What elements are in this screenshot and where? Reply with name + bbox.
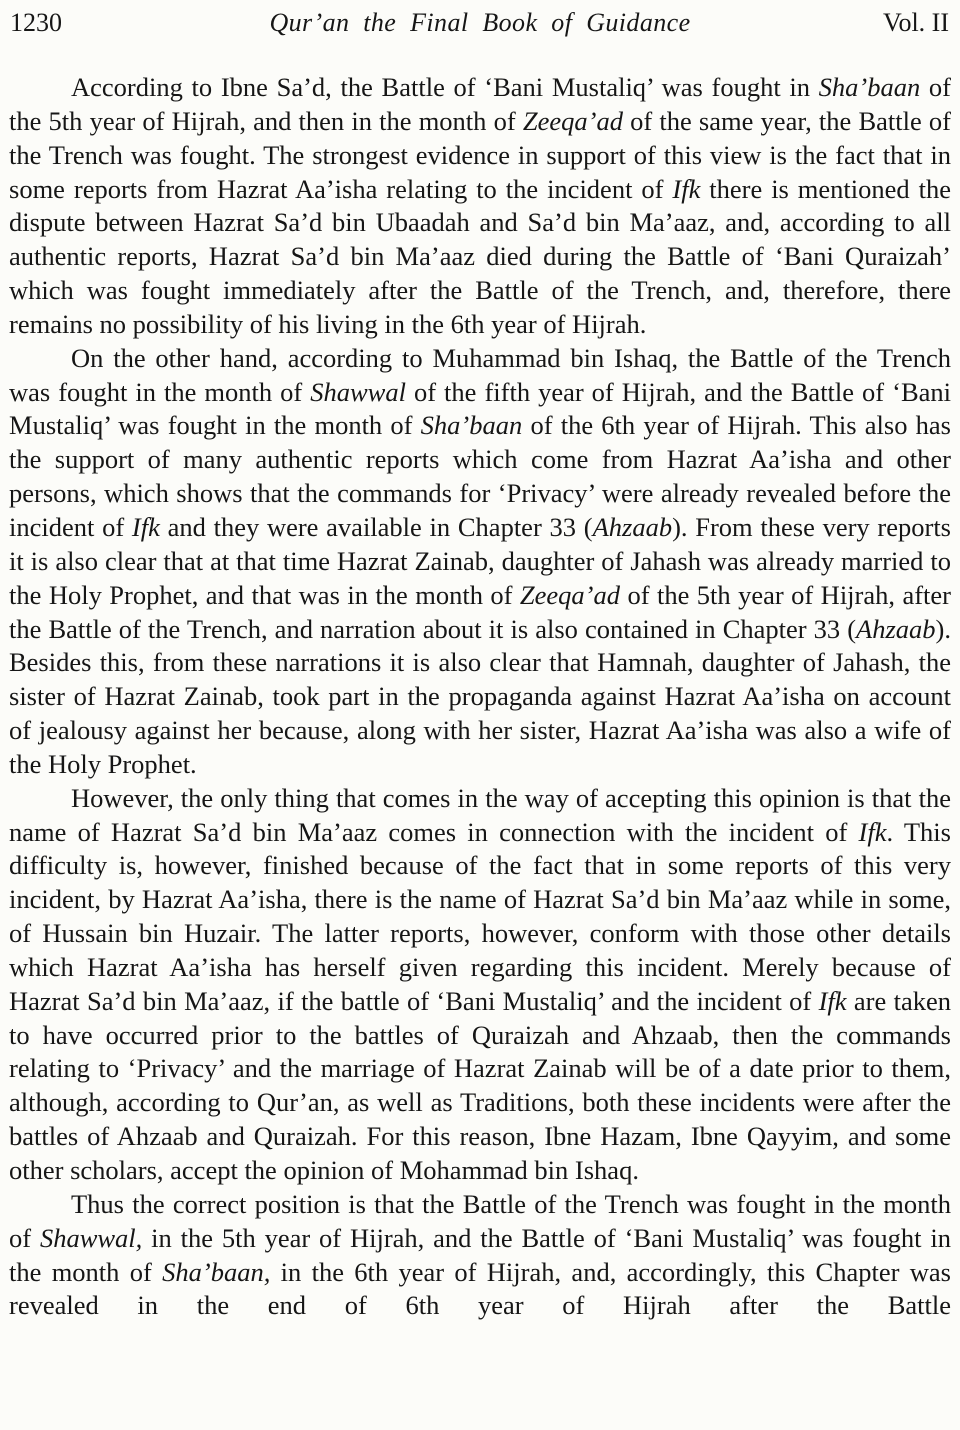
- italic-term: Ifk: [672, 173, 701, 204]
- text-run: ). Besides this, from these narrations it is also clear that Hamnah, daughter of Jahash, the sister of Hazrat Zainab, took part in the propaganda against Hazrat Aa’isha on account of jealousy against her because, along with her sister, Hazrat Aa’isha was also a wife of the Holy Prophet.: [9, 613, 951, 779]
- text-run: ). From these very reports it is also clear that at that time Hazrat Zainab, daughter of Jahash was already married to the Holy Prophet, and that was in the month of: [9, 511, 951, 610]
- page-body: [9, 71, 951, 1323]
- paragraph-4: [9, 1188, 951, 1323]
- italic-term: Sha’baan: [818, 72, 921, 102]
- text-run: of the 5th year of Hijrah, after the Battle of the Trench, and narration about it is also contained in Chapter 33 (: [9, 579, 951, 644]
- text-run: there is mentioned the dispute between Hazrat Sa’d bin Ubaadah and Sa’d bin Ma’aaz, and, according to all authentic reports, Hazrat Sa’d bin Ma’aaz died during the Battle of ‘Bani Quraizah’ which was fought immediately after the Battle of the Trench, and, therefore, there remains no possibility of his living in the 6th year of Hijrah.: [9, 173, 951, 339]
- italic-term: Sha’baan: [420, 410, 523, 441]
- paragraph-3: [9, 782, 951, 1188]
- italic-term: Sha’baan,: [162, 1256, 271, 1287]
- running-header: [9, 6, 951, 40]
- text-run: are taken to have occurred prior to the battles of Quraizah and Ahzaab, then the commands relating to ‘Privacy’ and the marriage of Hazrat Zainab will be of a date prior to them, although, according to Qur’an, as well as Traditions, both these incidents were after the battles of Ahzaab and Quraizah. For this reason, Ibne Hazam, Ibne Qayyim, and some other scholars, accept the opinion of Mohammad bin Ishaq.: [9, 985, 951, 1185]
- text-run: . This difficulty is, however, finished because of the fact that in some reports of this very incident, by Hazrat Aa’isha, there is the name of Hazrat Sa’d bin Ma’aaz while in some, of Hussain bin Huzair. The latter reports, however, conform with those other details which Hazrat Aa’isha has herself given regarding this incident. Merely because of Hazrat Sa’d bin Ma’aaz, if the battle of ‘Bani Mustaliq’ and the incident of: [9, 816, 951, 1016]
- text-run: of the 6th year of Hijrah. This also has the support of many authentic reports which come from Hazrat Aa’isha and other persons, which shows that the commands for ‘Privacy’ were already revealed before the incident of: [9, 410, 951, 542]
- text-run: of the fifth year of Hijrah, and the Battle of ‘Bani Mustaliq’ was fought in the month of: [9, 376, 952, 441]
- italic-term: Ifk: [818, 985, 847, 1016]
- running-title: Qur’an the Final Book of Guidance: [269, 8, 691, 37]
- text-run: On the other hand, according to Muhammad bin Ishaq, the Battle of the Trench was fought in the month of: [9, 342, 951, 407]
- text-run: of the same year, the Battle of the Trench was fought. The strongest evidence in support of this view is the fact that in some reports from Hazrat Aa’isha relating to the incident of: [9, 105, 951, 204]
- italic-term: Zeeqa’ad: [519, 579, 621, 610]
- italic-term: Ahzaab: [856, 613, 936, 644]
- italic-term: Ifk: [858, 816, 887, 847]
- italic-term: Zeeqa’ad: [522, 105, 623, 136]
- paragraph-2: [9, 342, 951, 782]
- italic-term: Ifk: [131, 511, 160, 542]
- text-run: However, the only thing that comes in the way of accepting this opinion is that the name of Hazrat Sa’d bin Ma’aaz comes in connection with the incident of: [9, 782, 951, 847]
- text-run: According to Ibne Sa’d, the Battle of ‘Bani Mustaliq’ was fought in: [71, 72, 819, 102]
- text-run: in the 6th year of Hijrah, and, accordingly, this Chapter was revealed in the end of 6th year of Hijrah after the Battle: [9, 1256, 951, 1321]
- paragraph-1: [9, 71, 951, 342]
- text-run: Thus the correct position is that the Battle of the Trench was fought in the month of: [9, 1188, 951, 1253]
- italic-term: Shawwal: [310, 376, 406, 407]
- text-run: and they were available in Chapter 33 (: [159, 511, 593, 542]
- page-number: 1230: [10, 8, 62, 37]
- text-run: in the 5th year of Hijrah, and the Battle of ‘Bani Mustaliq’ was fought in the month of: [9, 1222, 951, 1287]
- italic-term: Shawwal,: [39, 1222, 143, 1253]
- volume-label: Vol. II: [883, 8, 949, 37]
- text-run: of the 5th year of Hijrah, and then in the month of: [9, 72, 952, 136]
- italic-term: Ahzaab: [592, 511, 673, 542]
